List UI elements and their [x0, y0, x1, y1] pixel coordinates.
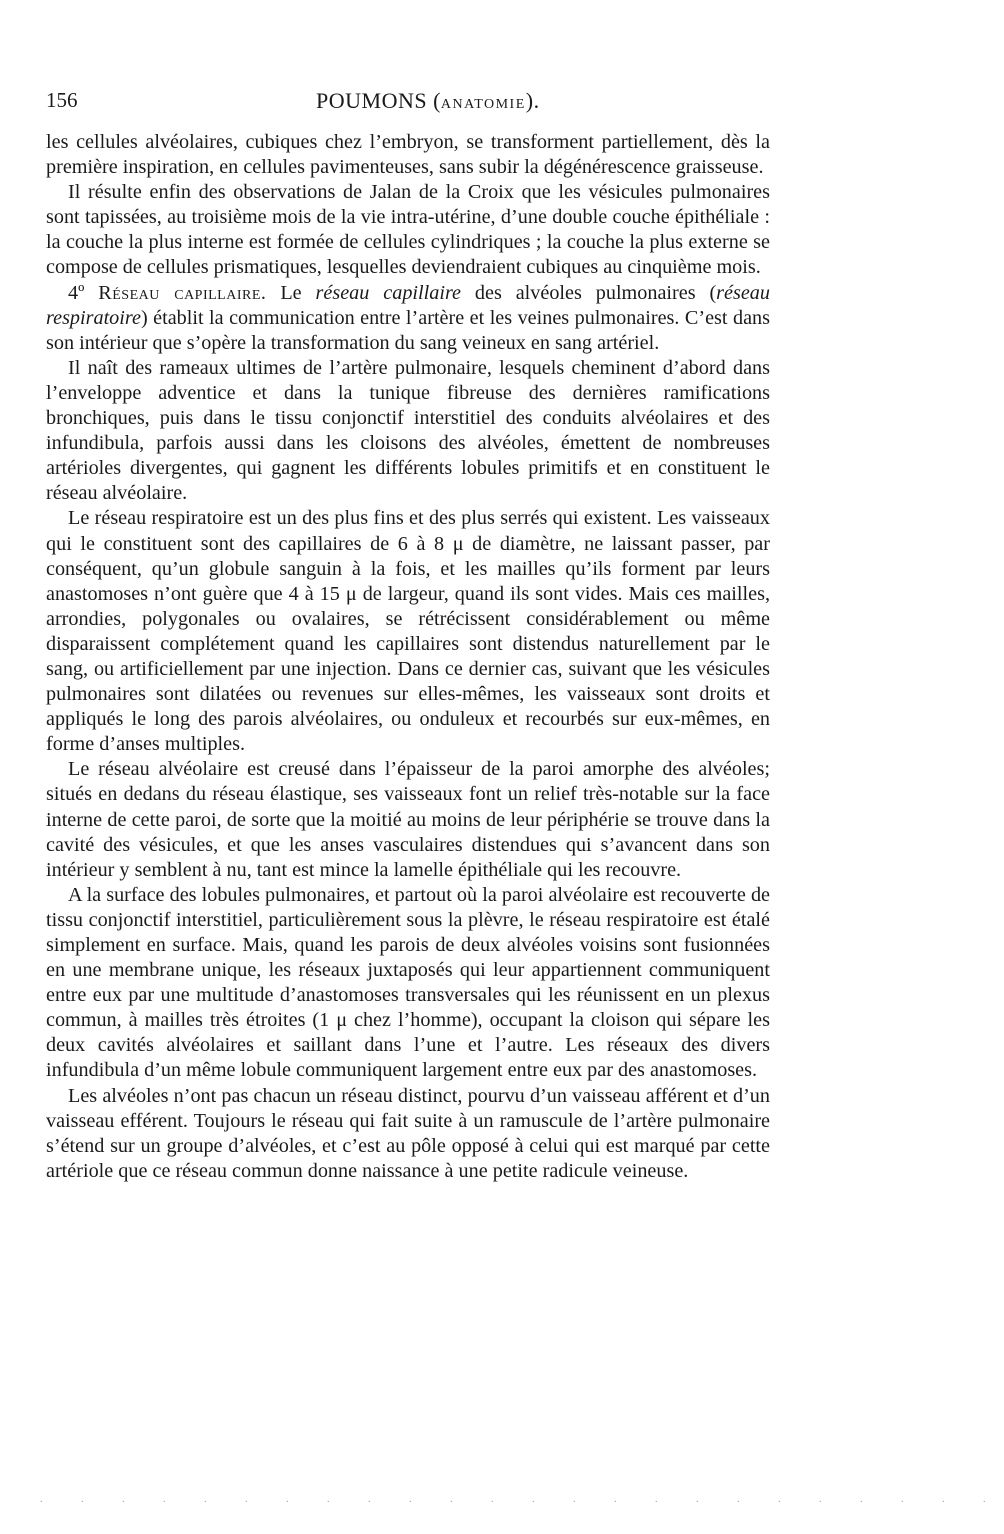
paragraph-2: Il résulte enfin des observations de Jalan de la Croix que les vésicules pulmonaires sont tapissées, au troisième mois de la vie intra-utérine, d’une double couche épithéliale : la couche la plus interne est formée de cellules cylindriques ; la couche la plus externe se compose de cellules prismatiques, lesquelles deviendraient cubiques au cinquième mois.: [46, 181, 770, 279]
page-header: [46, 88, 770, 118]
paragraph-6: Le réseau alvéolaire est creusé dans l’épaisseur de la paroi amorphe des alvéoles; situés en dedans du réseau élastique, ses vaisseaux font un relief très-notable sur la face interne de cette paroi, de sorte que la moitié au moins de leur périphérie se trouve dans la cavité des vésicules, et que les anses vasculaires distendues qui s’avancent dans son intérieur y semblent à nu, tant est mince la lamelle épithéliale qui les recouvre.: [46, 758, 770, 881]
paragraph-8: Les alvéoles n’ont pas chacun un réseau distinct, pourvu d’un vaisseau afférent et d’un vaisseau efférent. Toujours le réseau qui fait suite à un ramuscule de l’artère pulmonaire s’étend sur un groupe d’alvéoles, et c’est au pôle opposé à celui qui est marqué par cette artériole que ce réseau commun donne naissance à une petite radicule veineuse.: [46, 1084, 770, 1182]
running-head: [316, 88, 540, 114]
paragraph-3-a: Le: [266, 281, 316, 304]
running-head-end: ).: [525, 88, 540, 113]
scan-noise: . . . . . . . . . . . . . . . . . . . . . . . .: [40, 1494, 1004, 1505]
section-heading: Réseau capillaire.: [98, 281, 267, 304]
paragraph-3-c: ) établit la communication entre l’artère et les veines pulmonaires. C’est dans son intérieur que s’opère la transformation du sang veineux en sang artériel.: [46, 306, 770, 354]
paragraph-5: Le réseau respiratoire est un des plus fins et des plus serrés qui existent. Les vaisseaux qui le constituent sont des capillaires de 6 à 8 μ de diamètre, ne laissant passer, par conséquent, qu’un globule sanguin à la fois, et les mailles qu’ils forment par leurs anastomoses n’ont guère que 4 à 15 μ de largeur, quand ils sont vides. Mais ces mailles, arrondies, polygonales ou ovalaires, se rétrécissent considérablement ou même disparaissent complétement quand les capillaires sont distendus naturellement par le sang, ou artificiellement par une injection. Dans ce dernier cas, suivant que les vésicules pulmonaires sont dilatées ou revenues sur elles-mêmes, les vaisseaux sont droits et appliqués le long des parois alvéolaires, ou onduleux et recourbés sur eux-mêmes, en forme d’anses multiples.: [46, 507, 770, 756]
section-number: 4º: [68, 281, 85, 304]
term-reseau-respiratoire: réseau respiratoire: [46, 281, 770, 329]
book-page: [46, 88, 770, 1184]
page-number: 156: [46, 88, 78, 112]
paragraph-1: les cellules alvéolaires, cubiques chez l’embryon, se transforment partiellement, dès la première inspiration, en cellules pavimenteuses, sans subir la dégénérescence graisseuse.: [46, 131, 770, 179]
paragraph-3: [46, 281, 770, 356]
running-head-small: ANATOMIE: [440, 97, 526, 112]
running-head-main: POUMONS (: [316, 88, 441, 113]
body-text: [46, 130, 770, 1184]
term-reseau-capillaire: réseau capillaire: [315, 281, 462, 304]
paragraph-3-b: des alvéoles pulmonaires (: [461, 281, 717, 304]
paragraph-4: Il naît des rameaux ultimes de l’artère pulmonaire, lesquels cheminent d’abord dans l’enveloppe adventice et dans la tunique fibreuse des dernières ramifications bronchiques, puis dans le tissu conjonctif interstitiel des conduits alvéolaires et des infundibula, parfois aussi dans les cloisons des alvéoles, émettent de nombreuses artérioles divergentes, qui gagnent les différents lobules primitifs et en constituent le réseau alvéolaire.: [46, 356, 770, 505]
paragraph-7: A la surface des lobules pulmonaires, et partout où la paroi alvéolaire est recouverte de tissu conjonctif interstitiel, particulièrement sous la plèvre, le réseau respiratoire est étalé simplement en surface. Mais, quand les parois de deux alvéoles voisins sont fusionnées en une membrane unique, les réseaux juxtaposés qui leur appartiennent communiquent entre eux par une multitude d’anastomoses transversales qui les réunissent en un plexus commun, à mailles très étroites (1 μ chez l’homme), occupant la cloison qui sépare les deux cavités alvéolaires et saillant dans l’une et l’autre. Les réseaux des divers infundibula d’un même lobule communiquent largement entre eux par des anastomoses.: [46, 883, 770, 1082]
